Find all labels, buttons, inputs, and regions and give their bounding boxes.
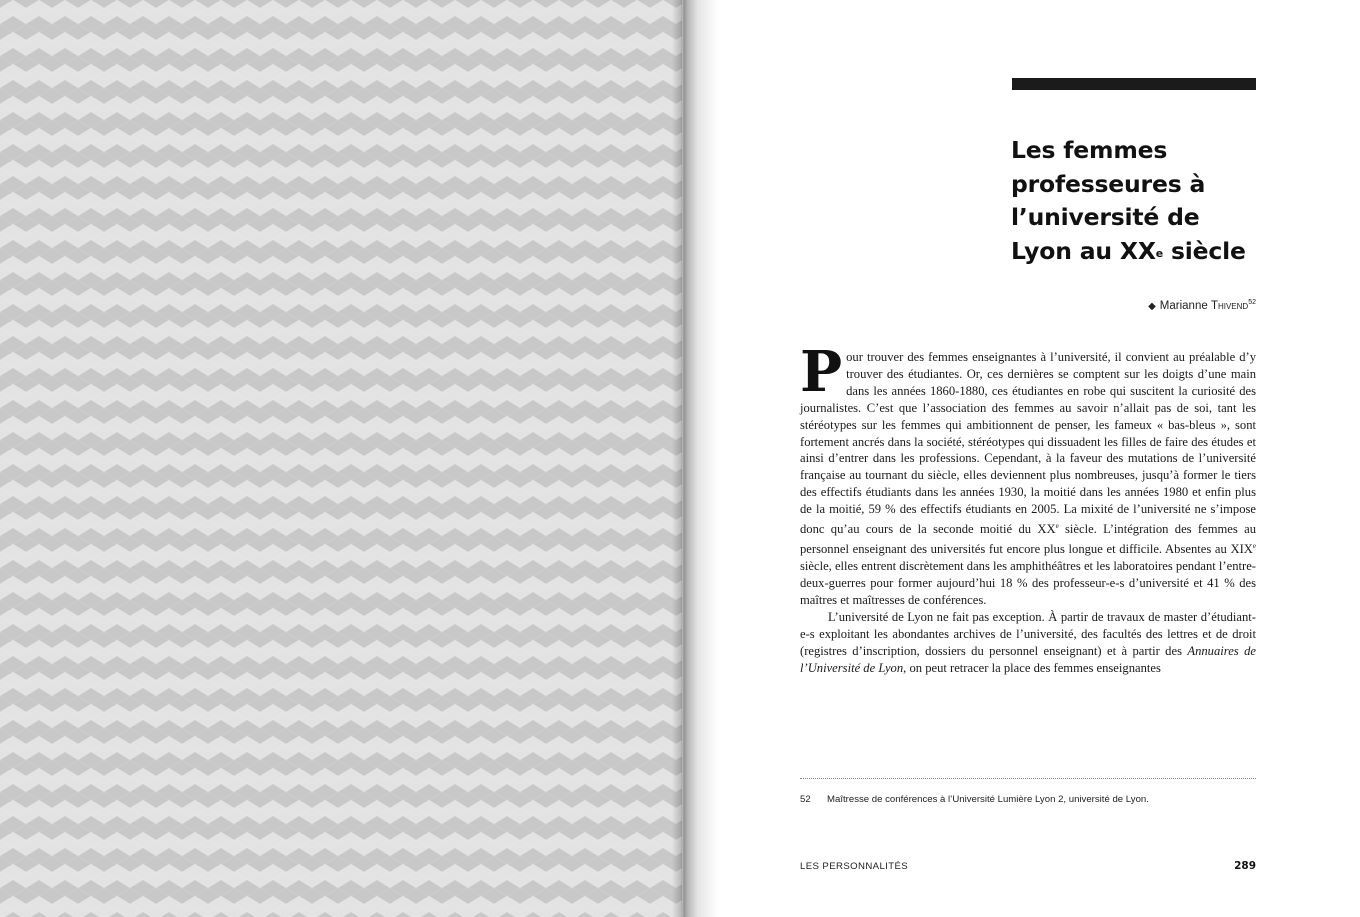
paragraph-text: siècle. L’intégration des femmes au personnel enseignant des universités fut encore plus longue et difficile. Absentes au XIX xyxy=(800,522,1257,557)
superscript: e xyxy=(1252,542,1256,551)
footnote xyxy=(800,794,1256,805)
title-line: professeures à xyxy=(1011,169,1206,198)
paragraph-text: siècle, elles entrent discrètement dans les amphithéâtres et les laboratoires pendant l’entre-deux-guerres pour former aujourd’hui 18 % des professeur-e-s d’université et 41 % des maîtres et maîtresses de conférences. xyxy=(800,559,1256,608)
article-body xyxy=(800,339,1257,677)
author-first-name: Marianne xyxy=(1159,299,1211,312)
article-title xyxy=(1011,134,1271,268)
right-page xyxy=(690,0,1360,917)
running-head: LES PERSONNALITÉS xyxy=(800,861,909,872)
author-last-name: Thivend xyxy=(1210,299,1249,312)
paragraph xyxy=(800,339,1257,609)
author-byline xyxy=(1148,299,1256,312)
footnote-number: 52 xyxy=(800,794,811,805)
title-line-end: siècle xyxy=(1163,236,1246,265)
footnote-divider xyxy=(800,778,1256,779)
title-rule xyxy=(1012,78,1256,90)
drop-cap: P xyxy=(800,339,843,405)
title-line: l’université de xyxy=(1011,203,1200,231)
paragraph xyxy=(800,609,1256,677)
footnote-text: Maîtresse de conférences à l’Université Lumière Lyon 2, université de Lyon. xyxy=(827,794,1149,805)
italic-title: Annuaires de l’Université de Lyon xyxy=(800,643,1256,675)
paragraph-text: L’université de Lyon ne fait pas exception. À partir de travaux de master d’étudiant-e-s exploitant les abondantes archives de l’université, des facultés des lettres et de droit (registres d’inscription, dossiers du personnel enseignant) et à partir des xyxy=(800,609,1256,658)
paragraph-text: , on peut retracer la place des femmes enseignantes xyxy=(903,660,1161,675)
footnote-reference: 52 xyxy=(1248,299,1256,306)
page-number: 289 xyxy=(1234,860,1256,872)
superscript: e xyxy=(1055,522,1059,531)
title-superscript: e xyxy=(1155,246,1164,260)
diamond-icon: ◆ xyxy=(1148,300,1156,312)
title-line: Les femmes xyxy=(1011,136,1168,164)
title-line: Lyon au XX xyxy=(1011,236,1156,265)
paragraph-text: our trouver des femmes enseignantes à l’université, il convient au préalable d’y trouver des étudiantes. Or, ces dernières se comptent sur les doigts d’une main dans les années 1860-1880, ces étudiantes en robe qui suscitent la curiosité des journalistes. C’est que l’association des femmes au savoir n’allait pas de soi, tant les stéréotypes sur les femmes qui ambitionnent de penser, les fameux « bas-bleus », sont fortement ancrés dans la société, stéréotypes qui dissuadent les filles de faire des études et ainsi d’entrer dans les professions. Cependant, à la faveur des mutations de l’université française au tournant du siècle, elles deviennent plus nombreuses, jusqu’à former le tiers des effectifs étudiants dans les années 1930, la moitié dans les années 1980 et enfin plus de la moitié, 59 % des effectifs étudiants en 2005. La mixité de l’université ne s’impose donc qu’au cours de la seconde moitié du XX xyxy=(800,350,1256,537)
